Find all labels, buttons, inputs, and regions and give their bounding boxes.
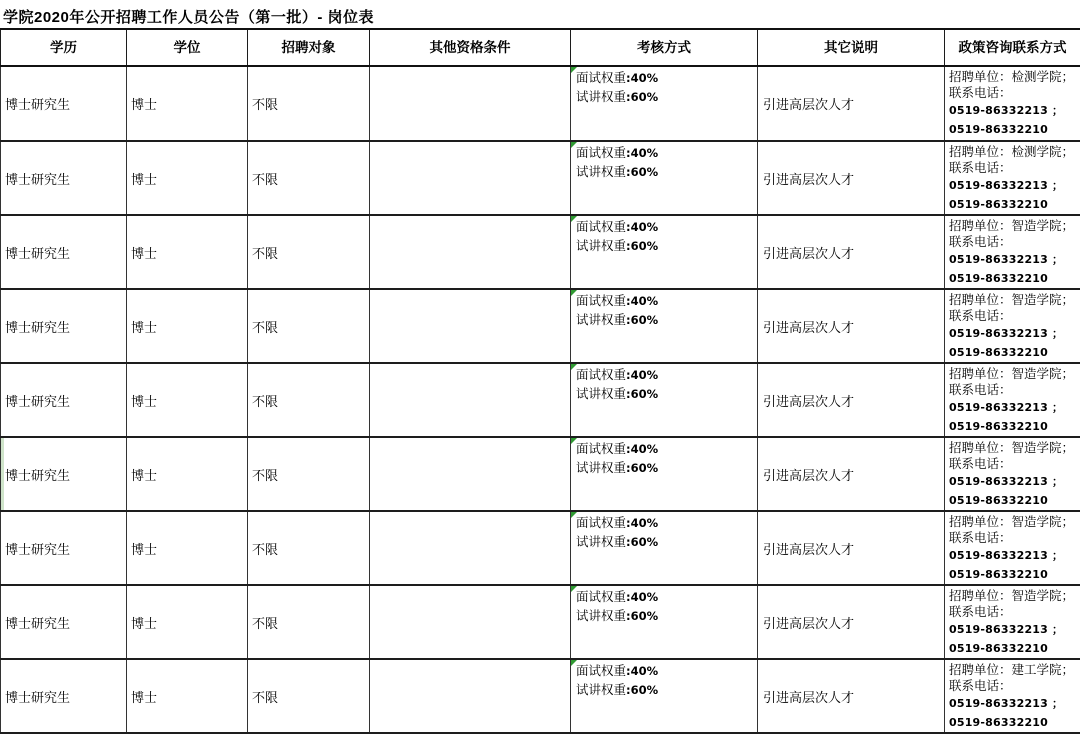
cell-error-indicator-icon — [571, 67, 577, 73]
assessment-label: 试讲权重 — [576, 313, 626, 327]
cell-assessment-method — [571, 363, 758, 437]
cell-education: 博士研究生 — [1, 363, 127, 437]
cell-policy-contact — [945, 437, 1080, 511]
cell-degree: 博士 — [127, 659, 248, 733]
cell-error-indicator-icon — [571, 142, 577, 148]
assessment-value: :60% — [626, 461, 658, 475]
cell-education: 博士研究生 — [1, 585, 127, 659]
cell-error-indicator-icon — [571, 438, 577, 444]
assessment-label: 面试权重 — [576, 590, 626, 604]
assessment-value: :40% — [626, 220, 658, 234]
cell-other-qualifications — [370, 215, 571, 289]
assessment-line-interview — [576, 218, 755, 237]
cell-degree: 博士 — [127, 141, 248, 215]
assessment-label: 面试权重 — [576, 146, 626, 160]
cell-policy-contact — [945, 215, 1080, 289]
cell-error-indicator-icon — [571, 364, 577, 370]
contact-unit-text: 招聘单位：检测学院；联系电话： — [949, 69, 1078, 101]
contact-phone-2: 0519-86332210 — [949, 195, 1078, 214]
cell-assessment-method — [571, 511, 758, 585]
contact-phone-2: 0519-86332210 — [949, 491, 1078, 510]
assessment-value: :60% — [626, 90, 658, 104]
header-recruitment-target: 招聘对象 — [248, 29, 370, 66]
assessment-line-lecture — [576, 311, 755, 330]
assessment-value: :60% — [626, 387, 658, 401]
cell-assessment-method — [571, 141, 758, 215]
assessment-line-interview — [576, 144, 755, 163]
cell-error-indicator-icon — [571, 660, 577, 666]
cell-education: 博士研究生 — [1, 437, 127, 511]
assessment-line-interview — [576, 662, 755, 681]
assessment-label: 试讲权重 — [576, 239, 626, 253]
cell-recruitment-target: 不限 — [248, 511, 370, 585]
table-row — [1, 141, 1080, 215]
job-table-body — [1, 66, 1080, 733]
contact-phone-1: 0519-86332213 ； — [949, 694, 1078, 713]
cell-policy-contact — [945, 585, 1080, 659]
header-other-notes: 其它说明 — [758, 29, 945, 66]
assessment-label: 试讲权重 — [576, 683, 626, 697]
assessment-line-lecture — [576, 163, 755, 182]
table-row — [1, 437, 1080, 511]
contact-unit-text: 招聘单位：检测学院；联系电话： — [949, 144, 1078, 176]
contact-phone-1: 0519-86332213 ； — [949, 176, 1078, 195]
cell-other-qualifications — [370, 363, 571, 437]
assessment-value: :40% — [626, 590, 658, 604]
table-row — [1, 511, 1080, 585]
contact-unit-text: 招聘单位：智造学院；联系电话： — [949, 440, 1078, 472]
cell-error-indicator-icon — [571, 216, 577, 222]
assessment-label: 面试权重 — [576, 442, 626, 456]
contact-phone-2: 0519-86332210 — [949, 417, 1078, 436]
assessment-value: :40% — [626, 71, 658, 85]
header-row — [1, 29, 1080, 66]
cell-assessment-method — [571, 215, 758, 289]
cell-other-qualifications — [370, 437, 571, 511]
assessment-label: 面试权重 — [576, 368, 626, 382]
contact-phone-2: 0519-86332210 — [949, 269, 1078, 288]
assessment-value: :40% — [626, 294, 658, 308]
cell-education: 博士研究生 — [1, 659, 127, 733]
table-row — [1, 289, 1080, 363]
table-row — [1, 585, 1080, 659]
cell-other-qualifications — [370, 289, 571, 363]
cell-assessment-method — [571, 289, 758, 363]
table-header — [1, 29, 1080, 66]
assessment-line-lecture — [576, 533, 755, 552]
contact-unit-text: 招聘单位：智造学院；联系电话： — [949, 588, 1078, 620]
cell-error-indicator-icon — [571, 586, 577, 592]
cell-error-indicator-icon — [571, 512, 577, 518]
cell-policy-contact — [945, 363, 1080, 437]
assessment-value: :40% — [626, 442, 658, 456]
cell-degree: 博士 — [127, 66, 248, 141]
assessment-label: 面试权重 — [576, 294, 626, 308]
contact-phone-1: 0519-86332213 ； — [949, 472, 1078, 491]
cell-recruitment-target: 不限 — [248, 66, 370, 141]
contact-unit-text: 招聘单位：智造学院；联系电话： — [949, 218, 1078, 250]
cell-education: 博士研究生 — [1, 141, 127, 215]
cell-recruitment-target: 不限 — [248, 215, 370, 289]
cell-policy-contact — [945, 659, 1080, 733]
assessment-label: 试讲权重 — [576, 165, 626, 179]
cell-degree: 博士 — [127, 289, 248, 363]
assessment-label: 试讲权重 — [576, 387, 626, 401]
assessment-line-interview — [576, 366, 755, 385]
assessment-label: 面试权重 — [576, 220, 626, 234]
assessment-value: :40% — [626, 368, 658, 382]
assessment-line-lecture — [576, 681, 755, 700]
cell-recruitment-target: 不限 — [248, 585, 370, 659]
contact-unit-text: 招聘单位：智造学院；联系电话： — [949, 292, 1078, 324]
assessment-value: :60% — [626, 165, 658, 179]
cell-policy-contact — [945, 289, 1080, 363]
cell-education: 博士研究生 — [1, 215, 127, 289]
contact-phone-1: 0519-86332213 ； — [949, 620, 1078, 639]
cell-degree: 博士 — [127, 215, 248, 289]
cell-assessment-method — [571, 585, 758, 659]
cell-policy-contact — [945, 511, 1080, 585]
assessment-value: :40% — [626, 146, 658, 160]
header-policy-contact: 政策咨询联系方式 — [945, 29, 1080, 66]
table-row — [1, 659, 1080, 733]
contact-phone-1: 0519-86332213 ； — [949, 101, 1078, 120]
contact-unit-text: 招聘单位：智造学院；联系电话： — [949, 514, 1078, 546]
cell-other-notes: 引进高层次人才 — [758, 437, 945, 511]
page-title: 学院2020年公开招聘工作人员公告（第一批）- 岗位表 — [0, 0, 1080, 28]
assessment-value: :60% — [626, 313, 658, 327]
contact-phone-2: 0519-86332210 — [949, 120, 1078, 139]
cell-education: 博士研究生 — [1, 289, 127, 363]
assessment-label: 面试权重 — [576, 71, 626, 85]
assessment-line-lecture — [576, 385, 755, 404]
cell-other-notes: 引进高层次人才 — [758, 141, 945, 215]
header-degree: 学位 — [127, 29, 248, 66]
header-education: 学历 — [1, 29, 127, 66]
contact-phone-1: 0519-86332213 ； — [949, 546, 1078, 565]
assessment-label: 面试权重 — [576, 516, 626, 530]
cell-other-notes: 引进高层次人才 — [758, 511, 945, 585]
cell-education: 博士研究生 — [1, 66, 127, 141]
contact-unit-text: 招聘单位：智造学院；联系电话： — [949, 366, 1078, 398]
cell-error-indicator-icon — [571, 290, 577, 296]
cell-other-notes: 引进高层次人才 — [758, 215, 945, 289]
assessment-value: :60% — [626, 535, 658, 549]
contact-phone-1: 0519-86332213 ； — [949, 398, 1078, 417]
cell-recruitment-target: 不限 — [248, 437, 370, 511]
cell-other-notes: 引进高层次人才 — [758, 66, 945, 141]
cell-degree: 博士 — [127, 437, 248, 511]
cell-assessment-method — [571, 659, 758, 733]
contact-phone-2: 0519-86332210 — [949, 343, 1078, 362]
contact-unit-text: 招聘单位：建工学院；联系电话： — [949, 662, 1078, 694]
table-row — [1, 363, 1080, 437]
cell-other-notes: 引进高层次人才 — [758, 585, 945, 659]
assessment-value: :60% — [626, 609, 658, 623]
cell-recruitment-target: 不限 — [248, 289, 370, 363]
cell-other-notes: 引进高层次人才 — [758, 363, 945, 437]
cell-other-notes: 引进高层次人才 — [758, 659, 945, 733]
table-row — [1, 215, 1080, 289]
cell-recruitment-target: 不限 — [248, 363, 370, 437]
assessment-value: :40% — [626, 664, 658, 678]
cell-degree: 博士 — [127, 363, 248, 437]
assessment-line-interview — [576, 514, 755, 533]
assessment-line-interview — [576, 588, 755, 607]
assessment-value: :60% — [626, 239, 658, 253]
table-row — [1, 66, 1080, 141]
assessment-value: :60% — [626, 683, 658, 697]
cell-assessment-method — [571, 66, 758, 141]
assessment-line-interview — [576, 292, 755, 311]
assessment-label: 试讲权重 — [576, 461, 626, 475]
assessment-value: :40% — [626, 516, 658, 530]
assessment-label: 试讲权重 — [576, 535, 626, 549]
contact-phone-1: 0519-86332213 ； — [949, 250, 1078, 269]
assessment-line-lecture — [576, 88, 755, 107]
contact-phone-2: 0519-86332210 — [949, 639, 1078, 658]
cell-other-qualifications — [370, 141, 571, 215]
contact-phone-2: 0519-86332210 — [949, 565, 1078, 584]
cell-degree: 博士 — [127, 511, 248, 585]
assessment-label: 试讲权重 — [576, 90, 626, 104]
cell-recruitment-target: 不限 — [248, 141, 370, 215]
cell-other-qualifications — [370, 659, 571, 733]
assessment-label: 面试权重 — [576, 664, 626, 678]
cell-assessment-method — [571, 437, 758, 511]
cell-other-qualifications — [370, 511, 571, 585]
cell-policy-contact — [945, 141, 1080, 215]
header-other-qualifications: 其他资格条件 — [370, 29, 571, 66]
assessment-line-lecture — [576, 459, 755, 478]
assessment-line-lecture — [576, 237, 755, 256]
header-assessment-method: 考核方式 — [571, 29, 758, 66]
cell-education: 博士研究生 — [1, 511, 127, 585]
cell-other-qualifications — [370, 66, 571, 141]
cell-degree: 博士 — [127, 585, 248, 659]
assessment-label: 试讲权重 — [576, 609, 626, 623]
job-positions-table — [0, 28, 1080, 734]
contact-phone-1: 0519-86332213 ； — [949, 324, 1078, 343]
assessment-line-lecture — [576, 607, 755, 626]
cell-other-notes: 引进高层次人才 — [758, 289, 945, 363]
assessment-line-interview — [576, 440, 755, 459]
cell-recruitment-target: 不限 — [248, 659, 370, 733]
cell-policy-contact — [945, 66, 1080, 141]
contact-phone-2: 0519-86332210 — [949, 713, 1078, 732]
assessment-line-interview — [576, 69, 755, 88]
cell-other-qualifications — [370, 585, 571, 659]
